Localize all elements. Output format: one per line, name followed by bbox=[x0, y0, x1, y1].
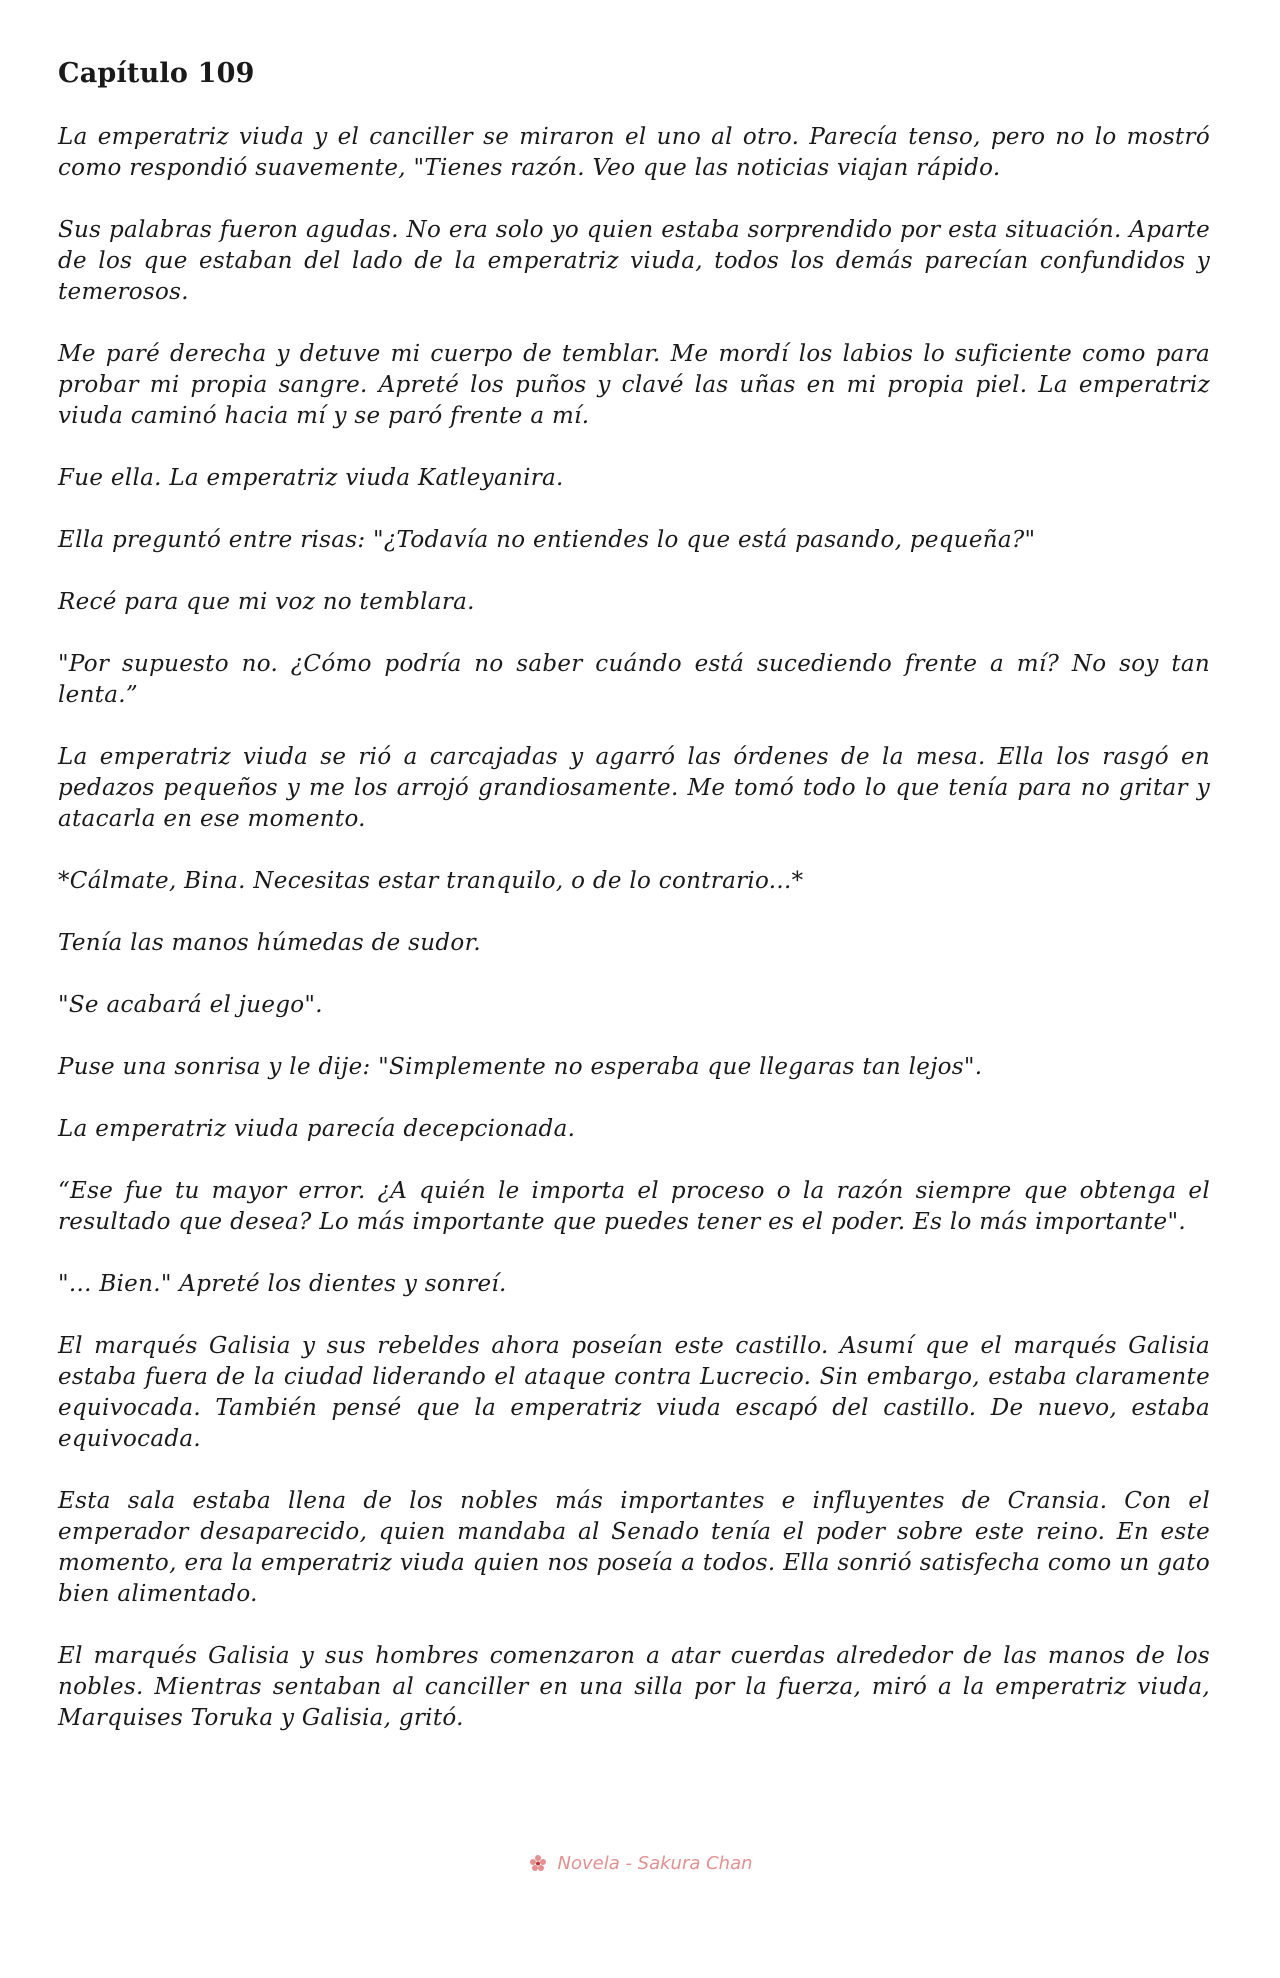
paragraph: La emperatriz viuda parecía decepcionada. bbox=[58, 1116, 576, 1142]
paragraph: "Por supuesto no. ¿Cómo podría no saber cuándo está sucediendo frente a mí? No soy tan lenta.” bbox=[58, 651, 1210, 708]
document-page bbox=[58, 56, 1210, 1765]
paragraph: Ella preguntó entre risas: "¿Todavía no entiendes lo que está pasando, pequeña?" bbox=[58, 527, 1036, 553]
sakura-flower-icon bbox=[527, 1852, 549, 1874]
chapter-title: Capítulo 109 bbox=[58, 58, 255, 89]
paragraph: Sus palabras fueron agudas. No era solo yo quien estaba sorprendido por esta situación. Aparte de los que estaban del lado de la emperatriz viuda, todos los demás parecían confundidos y temerosos. bbox=[58, 217, 1210, 305]
paragraph: Puse una sonrisa y le dije: "Simplemente no esperaba que llegaras tan lejos". bbox=[58, 1054, 983, 1080]
paragraph: "... Bien." Apreté los dientes y sonreí. bbox=[58, 1271, 507, 1297]
paragraph: La emperatriz viuda se rió a carcajadas y agarró las órdenes de la mesa. Ella los rasgó en pedazos pequeños y me los arrojó grandiosamente. Me tomó todo lo que tenía para no gritar y atacarla en ese momento. bbox=[58, 744, 1210, 832]
paragraph: “Ese fue tu mayor error. ¿A quién le importa el proceso o la razón siempre que obtenga el resultado que desea? Lo más importante que puedes tener es el poder. Es lo más importante". bbox=[58, 1178, 1210, 1235]
watermark-text: Novela - Sakura Chan bbox=[557, 1852, 753, 1874]
paragraph: Me paré derecha y detuve mi cuerpo de temblar. Me mordí los labios lo suficiente como para probar mi propia sangre. Apreté los puños y clavé las uñas en mi propia piel. La emperatriz viuda caminó hacia mí y se paró frente a mí. bbox=[58, 341, 1210, 429]
paragraph: "Se acabará el juego". bbox=[58, 992, 323, 1018]
watermark-footer bbox=[0, 1852, 1280, 1874]
paragraph: Fue ella. La emperatriz viuda Katleyanira. bbox=[58, 465, 564, 491]
paragraph: La emperatriz viuda y el canciller se miraron el uno al otro. Parecía tenso, pero no lo mostró como respondió suavemente, "Tienes razón. Veo que las noticias viajan rápido. bbox=[58, 124, 1210, 181]
paragraph: Recé para que mi voz no temblara. bbox=[58, 589, 475, 615]
paragraph: *Cálmate, Bina. Necesitas estar tranquilo, o de lo contrario...* bbox=[58, 868, 804, 894]
paragraph: Tenía las manos húmedas de sudor. bbox=[58, 930, 481, 956]
paragraph: El marqués Galisia y sus hombres comenzaron a atar cuerdas alrededor de las manos de los nobles. Mientras sentaban al canciller en una silla por la fuerza, miró a la emperatriz viuda, Marquises Toruka y Galisia, gritó. bbox=[58, 1643, 1210, 1731]
paragraph: El marqués Galisia y sus rebeldes ahora poseían este castillo. Asumí que el marqués Galisia estaba fuera de la ciudad liderando el ataque contra Lucrecio. Sin embargo, estaba claramente equivocada. También pensé que la emperatriz viuda escapó del castillo. De nuevo, estaba equivocada. bbox=[58, 1333, 1210, 1452]
paragraph: Esta sala estaba llena de los nobles más importantes e influyentes de Cransia. Con el emperador desaparecido, quien mandaba al Senado tenía el poder sobre este reino. En este momento, era la emperatriz viuda quien nos poseía a todos. Ella sonrió satisfecha como un gato bien alimentado. bbox=[58, 1488, 1210, 1607]
